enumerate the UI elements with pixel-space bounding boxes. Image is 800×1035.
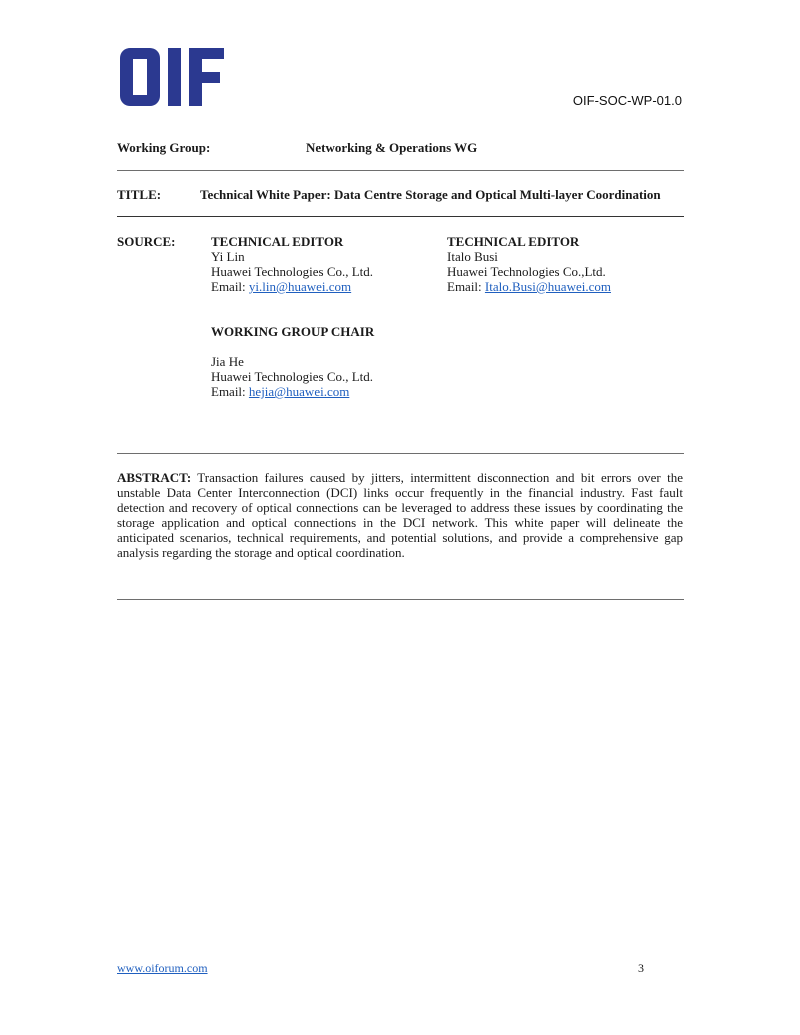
footer-website-link[interactable]: www.oiforum.com [117, 961, 208, 975]
divider [117, 170, 684, 171]
abstract [117, 470, 683, 560]
editor-name: Yi Lin [211, 249, 245, 264]
editor-name: Italo Busi [447, 249, 498, 264]
editor-email-line [447, 279, 611, 294]
editor-block-1 [211, 234, 373, 294]
editor-heading: TECHNICAL EDITOR [211, 234, 344, 249]
document-title: Technical White Paper: Data Centre Storage and Optical Multi-layer Coordination [200, 187, 661, 202]
chair-name: Jia He [211, 354, 244, 369]
email-label: Email: [447, 279, 482, 294]
editor-email-line [211, 279, 373, 294]
chair-email-line [211, 384, 373, 399]
title-label: TITLE: [117, 187, 162, 202]
email-label: Email: [211, 384, 246, 399]
divider [117, 599, 684, 600]
chair-email-link[interactable]: hejia@huawei.com [248, 384, 350, 399]
abstract-label: ABSTRACT: [117, 470, 192, 485]
editor-email-link[interactable]: Italo.Busi@huawei.com [484, 279, 611, 294]
editor-email-link[interactable]: yi.lin@huawei.com [248, 279, 352, 294]
divider [117, 453, 684, 454]
oif-logo [120, 48, 226, 106]
email-label: Email: [211, 279, 246, 294]
divider [117, 216, 684, 217]
document-id: OIF-SOC-WP-01.0 [572, 93, 682, 108]
editor-company: Huawei Technologies Co., Ltd. [211, 264, 374, 279]
chair-company: Huawei Technologies Co., Ltd. [211, 369, 374, 384]
working-group-value: Networking & Operations WG [306, 140, 478, 155]
source-label: SOURCE: [117, 234, 176, 249]
editor-company: Huawei Technologies Co.,Ltd. [447, 264, 606, 279]
abstract-text: Transaction failures caused by jitters, intermittent disconnection and bit errors over the unstable Data Center Interconnection (DCI) links occur frequently in the financial industry. Fast fault detection and recovery of optical connections can be leveraged to address these issues by coordinating the storage application and optical connections in the DCI network. This white paper will delineate the anticipated scenarios, technical requirements, and potential solutions, and provide a comprehensive gap analysis regarding the storage and optical coordination. [117, 470, 683, 560]
working-group-label: Working Group: [117, 140, 211, 155]
chair-block [211, 354, 373, 399]
chair-heading: WORKING GROUP CHAIR [211, 324, 375, 339]
editor-block-2 [447, 234, 611, 294]
editor-heading: TECHNICAL EDITOR [447, 234, 580, 249]
oif-logo-graphic [120, 48, 226, 106]
page-number: 3 [638, 961, 644, 975]
